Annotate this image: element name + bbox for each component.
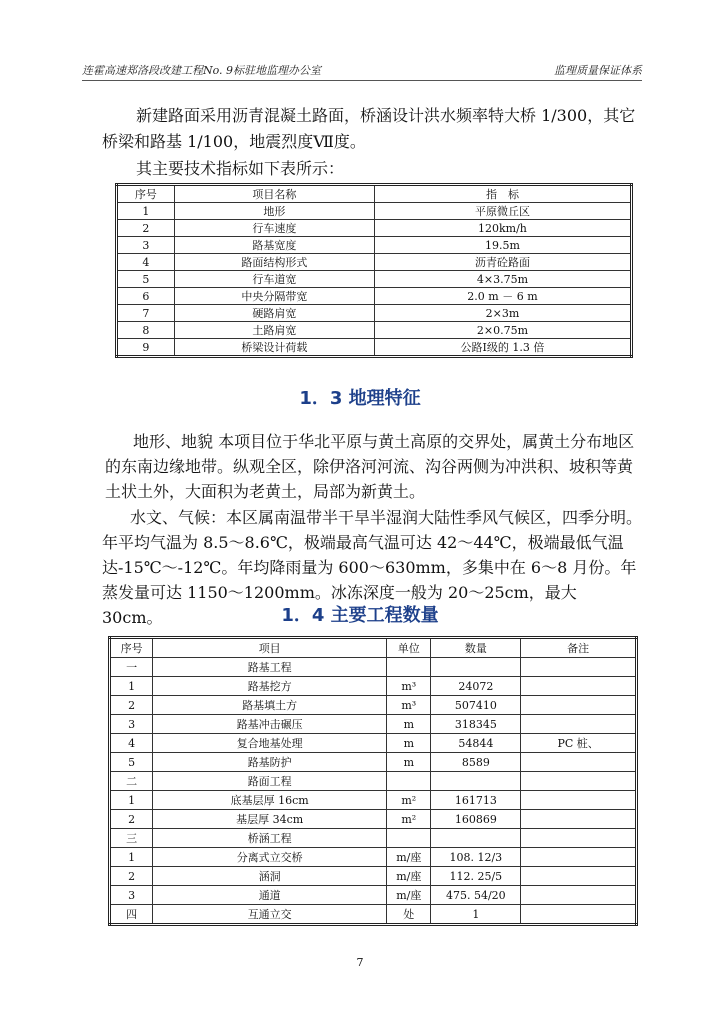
table-cell: 2×3m: [374, 305, 631, 322]
table-row: [110, 867, 637, 886]
table-cell: 2×0.75m: [374, 322, 631, 339]
table-cell: 路基填土方: [153, 696, 387, 715]
table-cell: m: [387, 753, 431, 772]
table-header-cell: 项目: [153, 638, 387, 658]
table-row: [110, 715, 637, 734]
table-cell: 318345: [431, 715, 521, 734]
header-right-text: 监理质量保证体系: [554, 64, 642, 77]
table-cell: 硬路肩宽: [174, 305, 374, 322]
table-cell: 161713: [431, 791, 521, 810]
table-cell: 桥梁设计荷载: [174, 339, 374, 357]
table-row: [117, 254, 632, 271]
table-header-cell: 数量: [431, 638, 521, 658]
table-cell: m: [387, 715, 431, 734]
table-header-cell: 备注: [521, 638, 637, 658]
table-header-row: [117, 185, 632, 203]
table-row: [110, 734, 637, 753]
table-cell: 8589: [431, 753, 521, 772]
table-cell: 四: [110, 905, 153, 925]
table-cell: 路基工程: [153, 658, 387, 677]
table-cell: 复合地基处理: [153, 734, 387, 753]
climate-paragraph: 水文、气候：本区属南温带半干旱半湿润大陆性季风气候区，四季分明。年平均气温为 8.5～8.6℃，极端最高气温可达 42～44℃，极端最低气温达-15℃～-12℃。年均降雨量为 600～630mm，多集中在 6～8 月份。年蒸发量可达 1150～1200mm。冰冻深度一般为 20～25cm，最大 30cm。: [102, 508, 643, 627]
quantity-table: [108, 636, 638, 926]
table-cell: m²: [387, 810, 431, 829]
table-cell: 路面结构形式: [174, 254, 374, 271]
table-row: [110, 696, 637, 715]
table-cell: 路基冲击碾压: [153, 715, 387, 734]
table-header-cell: 指 标: [374, 185, 631, 203]
tech-indicator-table-body: [117, 203, 632, 357]
table-row: [117, 339, 632, 357]
table-cell: 6: [117, 288, 175, 305]
table-cell: [521, 905, 637, 925]
table-header-cell: 项目名称: [174, 185, 374, 203]
table-cell: 处: [387, 905, 431, 925]
table-cell: 二: [110, 772, 153, 791]
table-row: [110, 886, 637, 905]
table-cell: 沥青砼路面: [374, 254, 631, 271]
table-cell: 5: [110, 753, 153, 772]
table-cell: [521, 677, 637, 696]
quantity-table-body: [110, 658, 637, 925]
table-cell: 3: [110, 886, 153, 905]
header-left-text: 连霍高速郑洛段改建工程No. 9标驻地监理办公室: [82, 64, 322, 77]
table-header-cell: 序号: [117, 185, 175, 203]
table-header-cell: 序号: [110, 638, 153, 658]
table-cell: 基层厚 34cm: [153, 810, 387, 829]
table-cell: [521, 810, 637, 829]
table-cell: 160869: [431, 810, 521, 829]
table-cell: [521, 867, 637, 886]
table-cell: 120km/h: [374, 220, 631, 237]
table-row: [117, 203, 632, 220]
table-cell: PC 桩、: [521, 734, 637, 753]
table-cell: [521, 696, 637, 715]
table-cell: [431, 829, 521, 848]
table-cell: 2: [117, 220, 175, 237]
intro-paragraph-2: 其主要技术指标如下表所示：: [136, 159, 345, 178]
table-cell: 19.5m: [374, 237, 631, 254]
table-row: [110, 658, 637, 677]
table-cell: 2: [110, 810, 153, 829]
table-cell: 3: [110, 715, 153, 734]
table-cell: 1: [110, 791, 153, 810]
table-cell: [521, 829, 637, 848]
table-cell: m²: [387, 791, 431, 810]
tech-indicator-table: [115, 183, 633, 358]
table-cell: 路基宽度: [174, 237, 374, 254]
table-cell: 4×3.75m: [374, 271, 631, 288]
table-cell: 行车速度: [174, 220, 374, 237]
table-row: [110, 791, 637, 810]
table-cell: 475. 54/20: [431, 886, 521, 905]
table-cell: 9: [117, 339, 175, 357]
table-cell: 公路Ⅰ级的 1.3 倍: [374, 339, 631, 357]
table-cell: 涵洞: [153, 867, 387, 886]
table-cell: [431, 658, 521, 677]
table-row: [117, 305, 632, 322]
table-cell: 分离式立交桥: [153, 848, 387, 867]
table-row: [110, 810, 637, 829]
table-cell: m/座: [387, 867, 431, 886]
table-cell: [521, 658, 637, 677]
table-cell: 24072: [431, 677, 521, 696]
table-row: [110, 772, 637, 791]
table-cell: 1: [110, 848, 153, 867]
table-cell: [521, 753, 637, 772]
table-row: [117, 288, 632, 305]
table-cell: [431, 772, 521, 791]
table-header-row: [110, 638, 637, 658]
table-cell: 3: [117, 237, 175, 254]
table-cell: 三: [110, 829, 153, 848]
table-header-cell: 单位: [387, 638, 431, 658]
table-cell: m/座: [387, 848, 431, 867]
table-row: [110, 905, 637, 925]
table-cell: m: [387, 734, 431, 753]
table-row: [117, 271, 632, 288]
table-cell: 7: [117, 305, 175, 322]
table-cell: 通道: [153, 886, 387, 905]
table-cell: [387, 658, 431, 677]
table-cell: 1: [431, 905, 521, 925]
table-cell: 5: [117, 271, 175, 288]
table-cell: 互通立交: [153, 905, 387, 925]
section-heading-1-3: 1．3 地理特征: [299, 388, 421, 409]
table-cell: 4: [110, 734, 153, 753]
table-row: [110, 677, 637, 696]
table-cell: 8: [117, 322, 175, 339]
table-cell: m³: [387, 696, 431, 715]
table-cell: m/座: [387, 886, 431, 905]
table-cell: 2.0 m － 6 m: [374, 288, 631, 305]
table-cell: 底基层厚 16cm: [153, 791, 387, 810]
table-cell: 地形: [174, 203, 374, 220]
table-cell: 土路肩宽: [174, 322, 374, 339]
table-cell: 2: [110, 867, 153, 886]
table-cell: [521, 715, 637, 734]
table-cell: m³: [387, 677, 431, 696]
table-cell: [521, 886, 637, 905]
table-cell: 一: [110, 658, 153, 677]
page-number: 7: [356, 956, 364, 969]
table-cell: 54844: [431, 734, 521, 753]
table-row: [117, 237, 632, 254]
table-row: [117, 322, 632, 339]
table-row: [117, 220, 632, 237]
table-cell: 108. 12/3: [431, 848, 521, 867]
table-cell: [387, 829, 431, 848]
table-row: [110, 753, 637, 772]
table-cell: 路面工程: [153, 772, 387, 791]
table-cell: 1: [110, 677, 153, 696]
table-cell: [521, 791, 637, 810]
table-cell: 路基防护: [153, 753, 387, 772]
table-cell: 112. 25/5: [431, 867, 521, 886]
section-heading-1-4: 1．4 主要工程数量: [281, 605, 439, 626]
geography-paragraph-1: 地形、地貌 本项目位于华北平原与黄土高原的交界处，属黄土分布地区的东南边缘地带。纵观全区，除伊洛河河流、沟谷两侧为冲洪积、坡积等黄土状土外，大面积为老黄土，局部为新黄土。: [105, 432, 635, 501]
table-row: [110, 829, 637, 848]
table-cell: 1: [117, 203, 175, 220]
table-cell: 路基挖方: [153, 677, 387, 696]
table-cell: 4: [117, 254, 175, 271]
table-cell: 平原微丘区: [374, 203, 631, 220]
table-cell: [521, 772, 637, 791]
table-cell: 507410: [431, 696, 521, 715]
table-cell: [387, 772, 431, 791]
table-cell: [521, 848, 637, 867]
intro-paragraph-1: 新建路面采用沥青混凝土路面，桥涵设计洪水频率特大桥 1/300，其它桥梁和路基 1/100，地震烈度Ⅶ度。: [102, 106, 636, 151]
table-cell: 中央分隔带宽: [174, 288, 374, 305]
table-cell: 桥涵工程: [153, 829, 387, 848]
table-cell: 2: [110, 696, 153, 715]
table-cell: 行车道宽: [174, 271, 374, 288]
page-header: [82, 58, 642, 81]
table-row: [110, 848, 637, 867]
